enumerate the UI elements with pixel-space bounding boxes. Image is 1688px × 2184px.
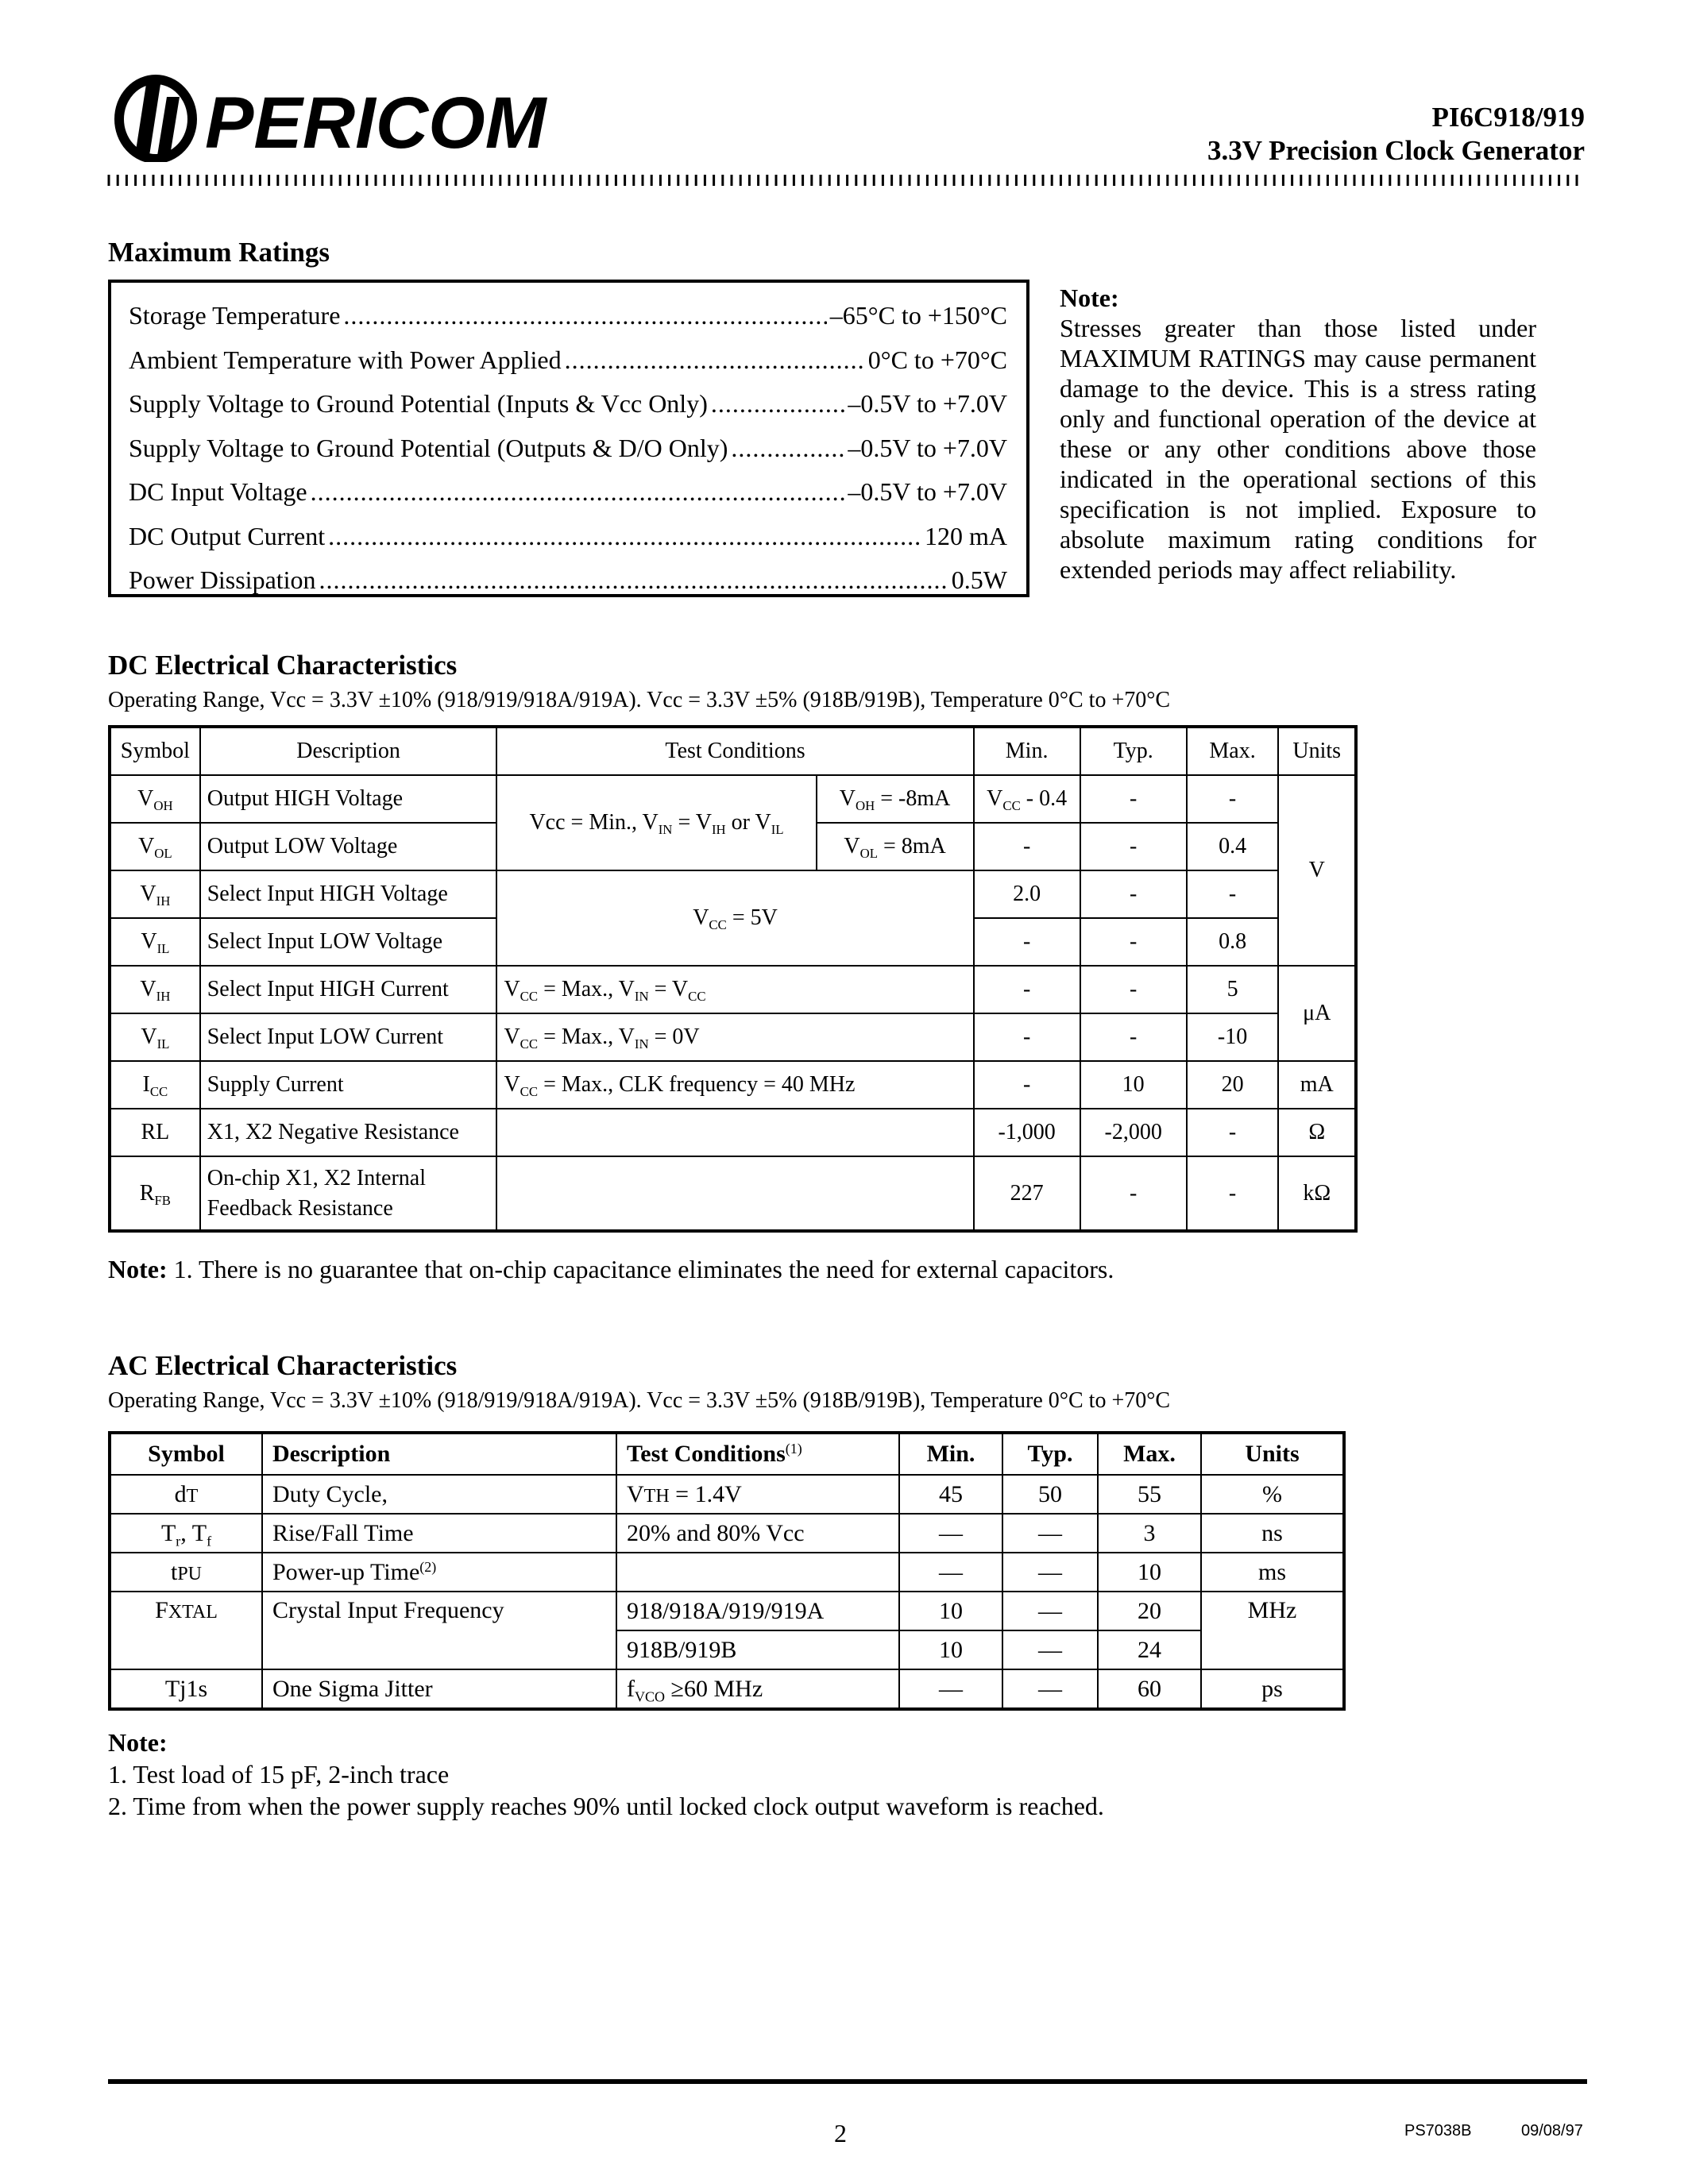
rating-value: 0.5W [951,565,1007,594]
max-ratings-note [1060,283,1536,585]
table-row: $R_{FB}$ On-chip X1, X2 Internal Feedback Resistance 227 - - kΩ [110,1156,1356,1231]
rating-label: Storage Temperature [129,301,341,330]
table-row: $T_r$, $T_f$ Rise/Fall Time 20% and 80% Vcc — — 3 ns [110,1514,1344,1553]
header-cell: Units [1278,727,1356,775]
document-date: 09/08/97 [1521,2122,1583,2140]
table-row: $V_{IL}$ Select Input LOW Current $V_{CC}$ = Max., $V_{IN} = 0V$ - - -10 [110,1013,1356,1061]
header-cell: Symbol [110,1433,262,1475]
table-row: tPU Power-up Time$^{(2)}$ — — 10 ms [110,1553,1344,1592]
table-row: dT Duty Cycle, VTH = 1.4V 45 50 55 % [110,1475,1344,1514]
table-row: Tj1s One Sigma Jitter $f_{VCO} \ge 60$ MHz — — 60 ps [110,1669,1344,1709]
table-row: $V_{IH}$ Select Input HIGH Voltage $V_{CC} = 5V$ 2.0 - - [110,870,1356,918]
rating-row [129,470,1007,515]
dc-operating-range: Operating Range, Vcc = 3.3V ±10% (918/919/918A/919A). Vcc = 3.3V ±5% (918B/919B), Temperature 0°C to +70°C [108,688,1171,712]
table-row: $V_{OL}$ Output LOW Voltage $V_{OL} = 8mA$ - - 0.4 [110,823,1356,870]
header-cell: Min. [974,727,1080,775]
table-header-row [110,1433,1344,1475]
header-cell: Typ. [1002,1433,1098,1475]
ac-title: AC Electrical Characteristics [108,1350,458,1381]
product-description: 3.3V Precision Clock Generator [1207,135,1585,166]
note-item: 2. Time from when the power supply reaches 90% until locked clock output waveform is reached. [108,1792,1104,1820]
ac-notes [108,1727,1104,1822]
max-ratings-box [108,280,1029,597]
header-cell: Typ. [1080,727,1187,775]
header-cell: Max. [1187,727,1279,775]
rating-value: –0.5V to +7.0V [848,389,1007,418]
dc-title: DC Electrical Characteristics [108,650,458,681]
rating-value: –0.5V to +7.0V [848,433,1007,462]
ac-operating-range: Operating Range, Vcc = 3.3V ±10% (918/919/918A/919A). Vcc = 3.3V ±5% (918B/919B), Temperature 0°C to +70°C [108,1388,1171,1413]
header-cell: Description [262,1433,616,1475]
header-cell: Min. [899,1433,1002,1475]
max-ratings-title: Maximum Ratings [108,237,330,268]
footer-rule [108,2079,1587,2084]
header-cell: Max. [1098,1433,1201,1475]
rating-value: –65°C to +150°C [829,301,1007,330]
rating-value: 120 mA [925,521,1007,550]
table-row: RL X1, X2 Negative Resistance -1,000 -2,000 - Ω [110,1109,1356,1156]
table-row: $I_{CC}$ Supply Current $V_{CC}$ = Max., CLK frequency = 40 MHz - 10 20 mA [110,1061,1356,1109]
rating-label: Power Dissipation [129,565,316,594]
logo-text: PERICOM [205,83,547,162]
rating-row [129,426,1007,471]
note-item: 1. Test load of 15 pF, 2-inch trace [108,1760,450,1788]
part-number: PI6C918/919 [1431,102,1585,133]
rating-value: 0°C to +70°C [867,345,1007,374]
rating-row [129,515,1007,559]
header-cell: Units [1201,1433,1344,1475]
rating-row [129,338,1007,383]
notes-title: Note: [108,1728,168,1757]
rating-row [129,558,1007,603]
rating-label: DC Input Voltage [129,477,307,506]
header-cell: Description [200,727,497,775]
dc-table [108,725,1358,1233]
note-text: Stresses greater than those listed under MAXIMUM RATINGS may cause permanent damage to the device. This is a stress rating only and functional operation of the device at these or any other conditions above those indicated in the operational sections of this specification is not implied. Exposure to absolute maximum rating conditions for extended periods may affect reliability. [1060,314,1536,584]
table-row: $V_{OH}$ Output HIGH Voltage Vcc = Min., $V_{IN} = V_{IH}$ or $V_{IL}$ $V_{OH} = -8mA$ $V_{CC} - 0.4$ - - V [110,775,1356,823]
dc-note: Note: 1. There is no guarantee that on-chip capacitance eliminates the need for external capacitors. [108,1255,1114,1283]
header-cell: Symbol [110,727,200,775]
rating-label: Ambient Temperature with Power Applied [129,345,562,374]
rating-value: –0.5V to +7.0V [848,477,1007,506]
header-cell: Test Conditions$^{(1)}$ [616,1433,899,1475]
header-cell: Test Conditions [496,727,973,775]
note-title: Note: [1060,284,1119,312]
rating-label: DC Output Current [129,521,326,550]
unit-cell: μA [1278,966,1356,1061]
rating-row [129,294,1007,338]
page-number: 2 [834,2119,847,2147]
pericom-logo [111,73,572,162]
table-row: FXTAL Crystal Input Frequency 918/918A/919/919A 10 — 20 MHz [110,1592,1344,1630]
tick-rule [107,175,1585,186]
table-row: $V_{IH}$ Select Input HIGH Current $V_{CC}$ = Max., $V_{IN} = V_{CC}$ - - 5 μA [110,966,1356,1013]
document-id: PS7038B [1404,2122,1472,2140]
table-header-row [110,727,1356,775]
table-row: 918B/919B 10 — 24 [110,1630,1344,1669]
ac-table [108,1431,1346,1711]
unit-cell: V [1278,775,1356,966]
rating-row [129,382,1007,426]
rating-label: Supply Voltage to Ground Potential (Inputs & Vcc Only) [129,389,708,418]
table-row: $V_{IL}$ Select Input LOW Voltage - - 0.8 [110,918,1356,966]
rating-label: Supply Voltage to Ground Potential (Outputs & D/O Only) [129,433,728,462]
